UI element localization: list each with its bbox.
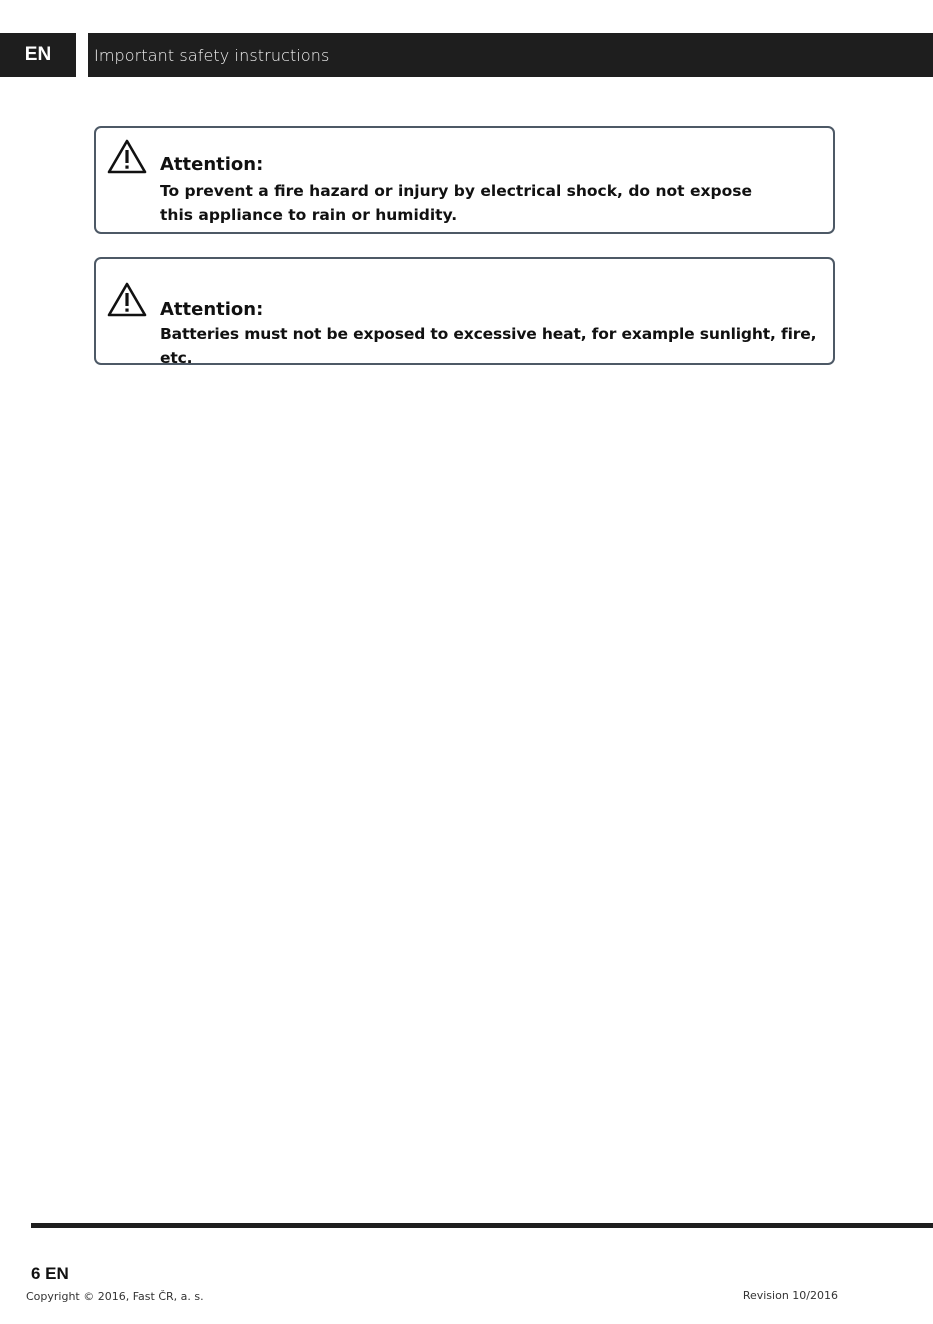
warning-box-fire-hazard bbox=[94, 126, 835, 234]
warning-triangle-icon bbox=[106, 138, 148, 176]
footer-divider bbox=[31, 1223, 933, 1228]
language-label: EN bbox=[24, 44, 52, 65]
warning-heading: Attention: bbox=[160, 154, 264, 175]
revision-text: Revision 10/2016 bbox=[742, 1289, 838, 1302]
warning-text: Batteries must not be exposed to excessive heat, for example sunlight, fire, etc. bbox=[160, 325, 817, 367]
copyright-text: Copyright © 2016, Fast ČR, a. s. bbox=[26, 1290, 204, 1303]
warning-text: To prevent a fire hazard or injury by electrical shock, do not expose this appliance to rain or humidity. bbox=[160, 182, 752, 224]
language-badge bbox=[0, 33, 76, 77]
warning-box-batteries bbox=[94, 257, 835, 365]
warning-heading: Attention: bbox=[160, 299, 264, 320]
section-header-bar bbox=[88, 33, 933, 77]
section-title: Important safety instructions bbox=[94, 45, 330, 65]
warning-triangle-icon bbox=[106, 281, 148, 319]
page-number: 6 EN bbox=[31, 1264, 69, 1283]
